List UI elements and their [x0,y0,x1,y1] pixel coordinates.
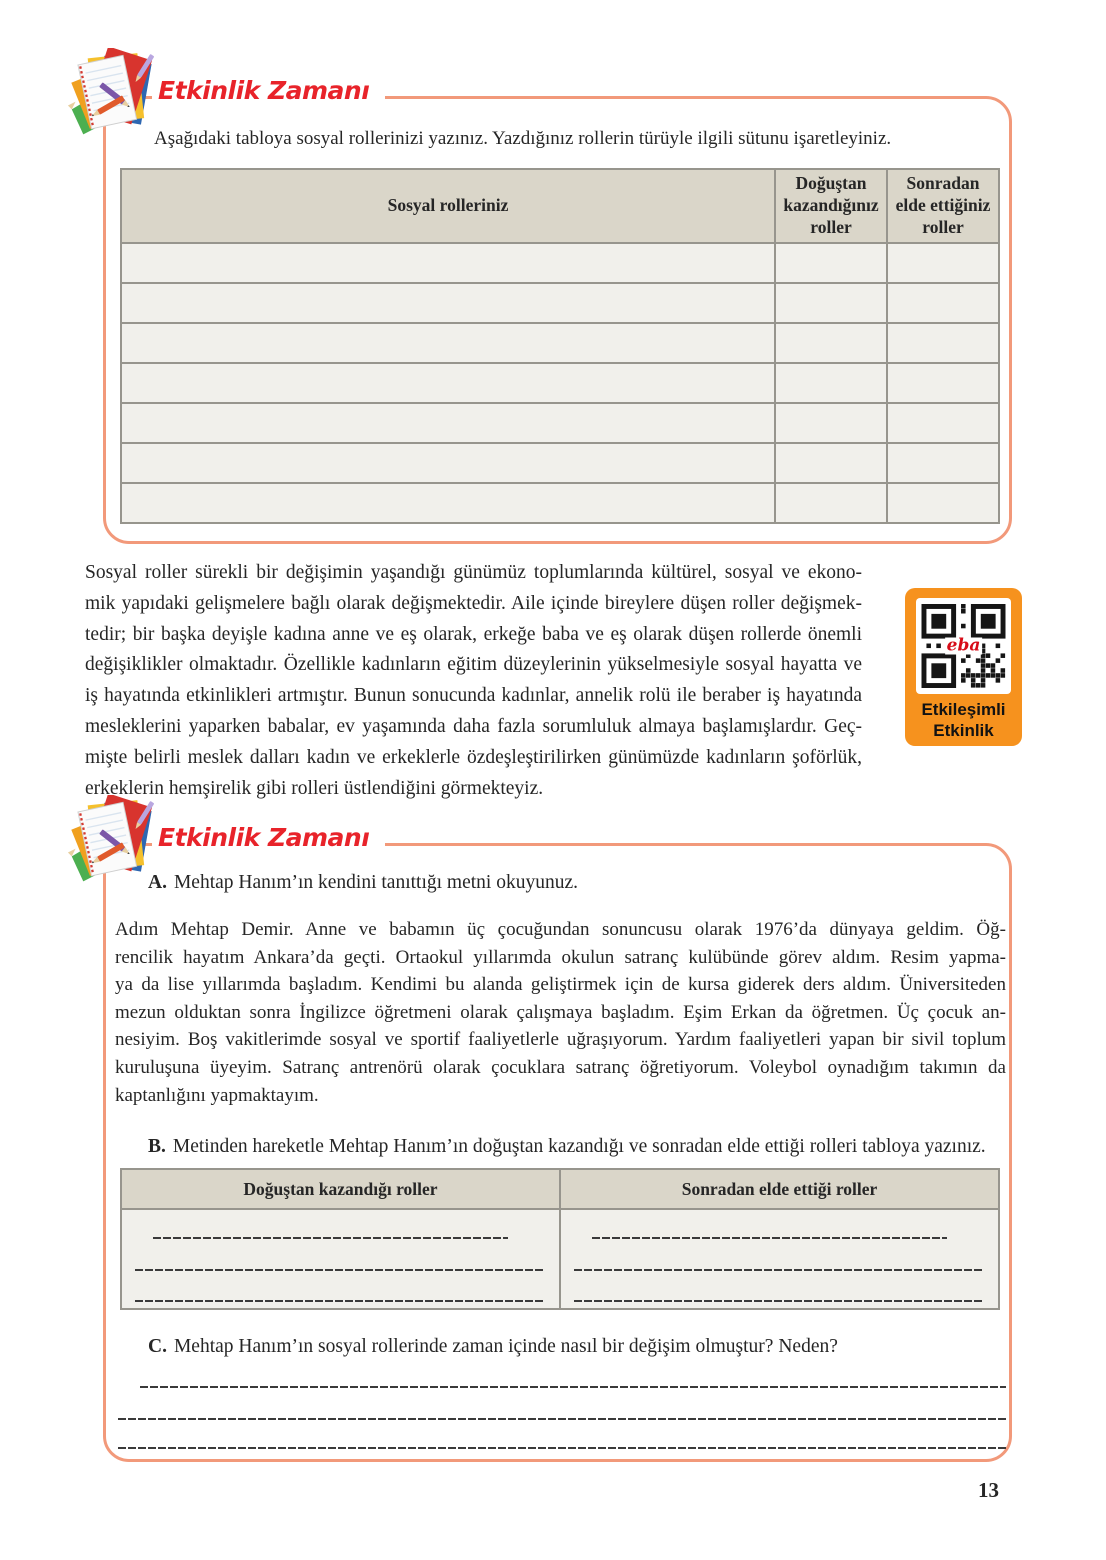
roles-comparison-table [120,1168,1000,1310]
blank-writing-line [135,1300,544,1302]
empty-cell [775,483,887,523]
activity-1-instruction: Aşağıdaki tabloya sosyal rollerinizi yazınız. Yazdığınız rollerin türüyle ilgili sütunu işaretleyiniz. [154,128,892,149]
paragraph-line: mişte belirli meslek dalları kadın ve erkeklerle özdeşleştirilirken günümüzde kadınların şoförlük, [85,746,862,768]
empty-cell [775,403,887,443]
notebook-pencils-icon [66,48,162,140]
empty-cell [887,443,999,483]
qr-label [905,699,1022,741]
paragraph-line: tedir; bir başka deyişle kadına anne ve eş olarak, erkeğe baba ve eş olarak düşen rollerde önemli [85,623,862,645]
empty-cell [775,323,887,363]
empty-cell [775,443,887,483]
item-c-text: Mehtap Hanım’ın sosyal rollerinde zaman içinde nasıl bir değişim olmuştur? Neden? [173,1336,838,1357]
blank-writing-line [574,1269,983,1271]
item-a [118,872,998,894]
body-paragraph [85,558,862,804]
empty-table-row [121,323,999,363]
empty-cell [887,283,999,323]
empty-cell [121,363,775,403]
empty-cell [121,283,775,323]
paragraph-line: mezun olduktan sonra İngilizce öğretmeni olarak çalışmaya başladım. Eşim Erkan da öğretmen. Üç çocuk an- [115,1001,1006,1023]
item-c [118,1336,1002,1358]
column-header-dogustan: Doğuştan kazandığınız roller [775,169,887,243]
item-b [118,1136,1002,1158]
empty-table-row [121,283,999,323]
paragraph-line: mesleklerini yaparken babalar, ev yaşamında daha fazla sorumluluk almaya başlamışlardır. Geç- [85,715,862,737]
empty-cell [121,243,775,283]
item-c-label: C. [148,1336,167,1357]
eba-qr-widget[interactable] [905,588,1022,746]
empty-cell [887,323,999,363]
empty-cell [887,403,999,443]
empty-table-row [121,443,999,483]
paragraph-line: Sosyal roller sürekli bir değişimin yaşandığı günümüz toplumlarında kültürel, sosyal ve ekono- [85,562,862,583]
column-header-sonradan-elde: Sonradan elde ettiği roller [560,1169,999,1209]
paragraph-line: kaptanlığını yapmaktayım. [115,1084,319,1106]
eba-logo: eba [946,635,981,656]
paragraph-line: iş hayatında etkinlikleri artmıştır. Bunun sonucunda kadınlar, annelik rolü ile beraber iş hayatında [85,685,862,707]
empty-cell [887,363,999,403]
qr-label-line-1: Etkileşimli [921,700,1006,719]
item-a-text: Mehtap Hanım’ın kendini tanıttığı metni okuyunuz. [173,872,578,893]
answer-writing-line [140,1386,1006,1388]
column-header-sosyal-rolleriniz: Sosyal rolleriniz [121,169,775,243]
paragraph-line: mik yapıdaki gelişmelere bağlı olarak değişmektedir. Aile içinde bireylere düşen roller değişmek- [85,592,862,614]
empty-cell [775,243,887,283]
answer-writing-line [118,1447,1006,1449]
empty-cell [887,483,999,523]
column-header-sonradan: Sonradan elde ettiğiniz roller [887,169,999,243]
answer-writing-line [118,1418,1006,1420]
empty-cell [121,443,775,483]
paragraph-line: Adım Mehtap Demir. Anne ve babamın üç çocuğundan sonuncusu olarak 1976’da dünyaya geldim. Öğ- [115,919,1006,940]
empty-cell [121,483,775,523]
item-b-text: Metinden hareketle Mehtap Hanım’ın doğuştan kazandığı ve sonradan elde ettiği rolleri tabloya yazınız. [172,1136,986,1157]
paragraph-line: erkeklerin hemşirelik gibi rolleri üstlendiğini görmekteyiz. [85,777,544,799]
item-a-label: A. [148,872,167,893]
header-row [121,1169,999,1209]
blank-writing-line [574,1300,983,1302]
reading-text [115,916,1006,1109]
answer-cell-sonradan [560,1209,999,1309]
blank-writing-line [135,1269,544,1271]
qr-code [916,598,1011,694]
empty-table-row [121,483,999,523]
paragraph-line: kuruluşuna üyeyim. Satranç antrenörü olarak çocuklara satranç öğretiyorum. Voleybol oynadığım takımın da [115,1056,1006,1078]
item-b-label: B. [148,1136,166,1157]
empty-cell [775,363,887,403]
blank-writing-line [153,1237,508,1239]
column-header-dogustan-kazandigi: Doğuştan kazandığı roller [121,1169,560,1209]
social-roles-table-body [121,243,999,523]
empty-cell [121,323,775,363]
paragraph-line: nesiyim. Boş vakitlerimde sosyal ve sportif faaliyetlerle uğraşıyorum. Yardım faaliyetleri yapan bir sivil toplum [115,1029,1006,1051]
empty-table-row [121,363,999,403]
paragraph-line: değişiklikler olmaktadır. Özellikle kadınların eğitim düzeylerinin yükselmesiyle sosyal hayatta ve [85,654,862,676]
empty-table-row [121,403,999,443]
answer-cell-dogustan [121,1209,560,1309]
paragraph-line: rencilik hayatım Ankara’da geçti. Ortaokul yıllarımda okulun satranç kulübünde görev aldım. Resim yapma- [115,946,1006,968]
empty-table-row [121,243,999,283]
page-number: 13 [978,1478,999,1502]
section-1-title: Etkinlik Zamanı [152,76,385,107]
social-roles-table [120,168,1000,524]
qr-label-line-2: Etkinlik [933,721,994,740]
empty-cell [121,403,775,443]
header-row [121,169,999,243]
paragraph-line: ya da lise yıllarımda başladım. Kendimi bu alanda geliştirmek için de kursa giderek ders aldım. Üniversiteden [115,974,1006,996]
social-roles-table-head [121,169,999,243]
empty-cell [887,243,999,283]
notebook-pencils-icon [66,795,162,887]
roles-comparison-table-head [121,1169,999,1209]
section-2-title: Etkinlik Zamanı [152,823,385,854]
roles-comparison-table-body [121,1209,999,1309]
blank-writing-line [592,1237,947,1239]
answer-row [121,1209,999,1309]
empty-cell [775,283,887,323]
